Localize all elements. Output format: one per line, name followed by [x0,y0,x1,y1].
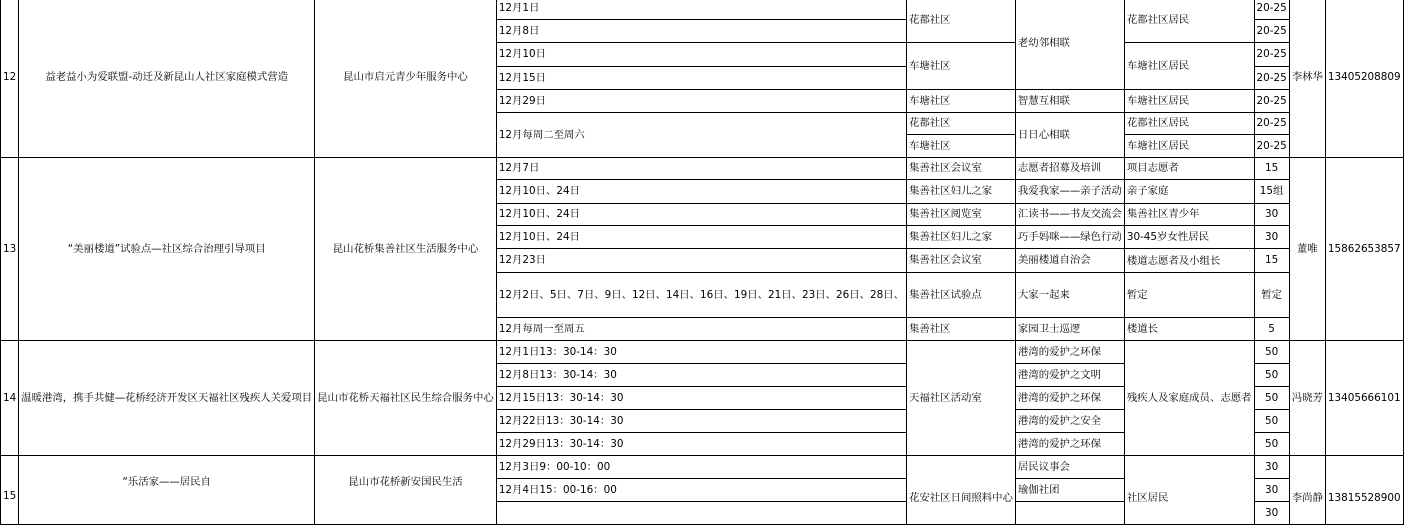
activity-location: 集善社区妇儿之家 [907,180,1016,204]
activity-name: 汇读书——书友交流会 [1015,204,1124,226]
activity-location: 车塘社区 [907,135,1016,158]
participant-count: 50 [1254,410,1289,433]
participant-count: 15 [1254,249,1289,273]
contact-phone: 13405666101 [1325,341,1403,456]
activity-date: 12月2日、5日、7日、9日、12日、14日、16日、19日、21日、23日、26日、28日、 [496,273,906,318]
project-number: 13 [1,158,19,341]
activity-name: 居民议事会 [1015,456,1124,479]
activity-name [1015,502,1124,525]
activity-name: 大家一起来 [1015,273,1124,318]
participant-count: 暂定 [1254,273,1289,318]
participant-count: 20-25 [1254,20,1289,43]
participant-count: 15 [1254,158,1289,180]
activity-name: 我爱我家——亲子活动 [1015,180,1124,204]
activity-date: 12月1日 [496,0,906,20]
activity-name: 港湾的爱护之环保 [1015,387,1124,410]
target-group: 社区居民 [1124,456,1254,525]
activity-date: 12月10日、24日 [496,226,906,249]
activity-name: 港湾的爱护之文明 [1015,364,1124,387]
table-row [1,456,1404,479]
activity-name: 智慧互相联 [1015,90,1124,113]
activity-name: 家园卫士巡逻 [1015,318,1124,341]
participant-count: 20-25 [1254,113,1289,135]
activity-date: 12月1日13：30-14：30 [496,341,906,364]
activity-location: 集善社区会议室 [907,249,1016,273]
activity-date: 12月22日13：30-14：30 [496,410,906,433]
activity-name: 老幼邻相联 [1015,0,1124,90]
activity-date: 12月10日、24日 [496,180,906,204]
project-number: 12 [1,0,19,158]
participant-count: 30 [1254,456,1289,479]
activity-date: 12月8日13：30-14：30 [496,364,906,387]
target-group: 项目志愿者 [1124,158,1254,180]
participant-count: 50 [1254,387,1289,410]
activity-date: 12月29日 [496,90,906,113]
activity-name: 日日心相联 [1015,113,1124,158]
activity-name: 港湾的爱护之环保 [1015,341,1124,364]
activity-location: 集善社区会议室 [907,158,1016,180]
contact-person: 李林华 [1289,0,1325,158]
activity-location: 集善社区 [907,318,1016,341]
organization: 昆山市花桥新安国民生活 [315,456,497,525]
participant-count: 50 [1254,433,1289,456]
participant-count: 20-25 [1254,0,1289,20]
target-group: 花都社区居民 [1124,113,1254,135]
project-name: “乐活家——居民自 [19,456,315,525]
activity-date: 12月3日9：00-10：00 [496,456,906,479]
activity-location: 天福社区活动室 [907,341,1016,456]
activity-date: 12月23日 [496,249,906,273]
table-row [1,0,1404,20]
target-group: 残疾人及家庭成员、志愿者 [1124,341,1254,456]
activity-name: 巧手妈咪——绿色行动 [1015,226,1124,249]
target-group: 30-45岁女性居民 [1124,226,1254,249]
target-group: 车塘社区居民 [1124,90,1254,113]
activity-name: 港湾的爱护之安全 [1015,410,1124,433]
activity-location: 车塘社区 [907,90,1016,113]
activity-date: 12月8日 [496,20,906,43]
target-group: 集善社区青少年 [1124,204,1254,226]
activity-date [496,502,906,525]
participant-count: 50 [1254,341,1289,364]
participant-count: 20-25 [1254,135,1289,158]
activity-location: 集善社区妇儿之家 [907,226,1016,249]
target-group: 花都社区居民 [1124,0,1254,43]
target-group: 楼道志愿者及小组长 [1124,249,1254,273]
participant-count: 30 [1254,204,1289,226]
participant-count: 30 [1254,502,1289,525]
activity-date: 12月4日15：00-16：00 [496,479,906,502]
project-name: 益老益小为爱联盟-动迁及新昆山人社区家庭模式营造 [19,0,315,158]
activity-date: 12月每周二至周六 [496,113,906,158]
contact-person: 李尚静 [1289,456,1325,525]
target-group: 亲子家庭 [1124,180,1254,204]
participant-count: 20-25 [1254,43,1289,67]
project-name: “美丽楼道”试验点—社区综合治理引导项目 [19,158,315,341]
activity-date: 12月29日13：30-14：30 [496,433,906,456]
project-number: 15 [1,456,19,525]
contact-phone: 15862653857 [1325,158,1403,341]
table-row [1,341,1404,364]
participant-count: 30 [1254,479,1289,502]
contact-person: 冯晓芳 [1289,341,1325,456]
organization: 昆山市花桥天福社区民生综合服务中心 [315,341,497,456]
contact-phone: 13815528900 [1325,456,1403,525]
participant-count: 20-25 [1254,90,1289,113]
activity-date: 12月7日 [496,158,906,180]
project-name: 温暖港湾，携手共健—花桥经济开发区天福社区残疾人关爱项目 [19,341,315,456]
activity-name: 瑜伽社团 [1015,479,1124,502]
target-group: 暂定 [1124,273,1254,318]
activity-date: 12月10日 [496,43,906,67]
activity-date: 12月15日 [496,67,906,90]
activity-date: 12月10日、24日 [496,204,906,226]
table-row [1,158,1404,180]
activity-name: 志愿者招募及培训 [1015,158,1124,180]
organization: 昆山市启元青少年服务中心 [315,0,497,158]
participant-count: 20-25 [1254,67,1289,90]
activity-location: 花安社区日间照料中心 [907,456,1016,525]
target-group: 车塘社区居民 [1124,135,1254,158]
activity-location: 车塘社区 [907,43,1016,90]
contact-person: 董唯 [1289,158,1325,341]
target-group: 楼道长 [1124,318,1254,341]
activity-date: 12月每周一至周五 [496,318,906,341]
participant-count: 50 [1254,364,1289,387]
contact-phone: 13405208809 [1325,0,1403,158]
activity-date: 12月15日13：30-14：30 [496,387,906,410]
activity-location: 集善社区试验点 [907,273,1016,318]
activity-location: 花都社区 [907,0,1016,43]
participant-count: 15组 [1254,180,1289,204]
target-group: 车塘社区居民 [1124,43,1254,90]
organization: 昆山花桥集善社区生活服务中心 [315,158,497,341]
participant-count: 5 [1254,318,1289,341]
activity-location: 花都社区 [907,113,1016,135]
project-number: 14 [1,341,19,456]
participant-count: 30 [1254,226,1289,249]
activity-location: 集善社区阅览室 [907,204,1016,226]
activity-name: 港湾的爱护之环保 [1015,433,1124,456]
activity-name: 美丽楼道自治会 [1015,249,1124,273]
